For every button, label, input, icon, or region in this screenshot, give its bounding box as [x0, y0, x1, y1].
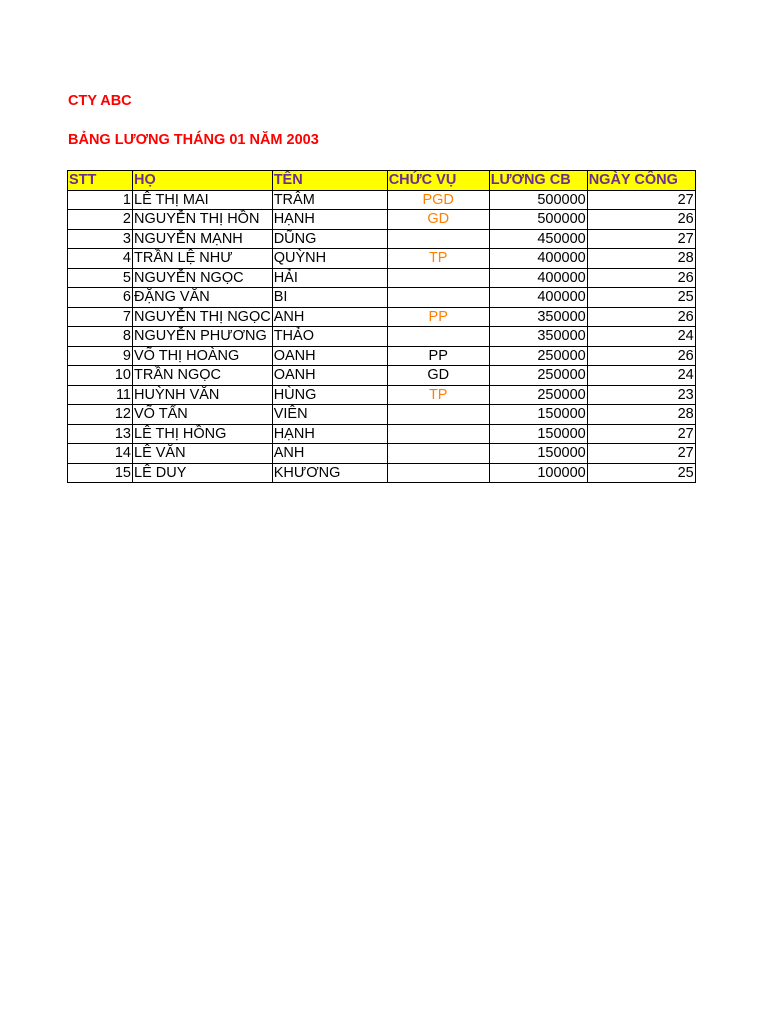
cell-ten[interactable]: BI	[272, 288, 387, 308]
cell-stt[interactable]: 3	[68, 229, 133, 249]
table-row	[68, 346, 696, 366]
cell-ten[interactable]: THẢO	[272, 327, 387, 347]
cell-ngay-cong[interactable]: 26	[587, 346, 695, 366]
cell-ngay-cong[interactable]: 28	[587, 405, 695, 425]
cell-ten[interactable]: ANH	[272, 444, 387, 464]
cell-stt[interactable]: 5	[68, 268, 133, 288]
cell-chuc-vu[interactable]	[387, 463, 489, 483]
cell-ten[interactable]: VIÊN	[272, 405, 387, 425]
cell-luong-cb[interactable]: 500000	[489, 210, 587, 230]
cell-ho[interactable]: ĐẶNG VĂN	[133, 288, 273, 308]
payroll-table	[67, 170, 696, 483]
cell-ngay-cong[interactable]: 25	[587, 463, 695, 483]
column-header-stt[interactable]: STT	[68, 171, 133, 191]
cell-stt[interactable]: 9	[68, 346, 133, 366]
cell-ten[interactable]: TRÂM	[272, 190, 387, 210]
column-header-ngay-cong[interactable]: NGÀY CÔNG	[587, 171, 695, 191]
cell-chuc-vu[interactable]: PP	[387, 307, 489, 327]
company-name: CTY ABC	[68, 93, 132, 109]
table-row	[68, 366, 696, 386]
table-row	[68, 405, 696, 425]
cell-ho[interactable]: LÊ VĂN	[133, 444, 273, 464]
table-row	[68, 385, 696, 405]
table-row	[68, 210, 696, 230]
cell-ngay-cong[interactable]: 28	[587, 249, 695, 269]
cell-chuc-vu[interactable]	[387, 288, 489, 308]
cell-ho[interactable]: TRẦN NGỌC	[133, 366, 273, 386]
cell-chuc-vu[interactable]	[387, 444, 489, 464]
cell-ngay-cong[interactable]: 24	[587, 327, 695, 347]
cell-stt[interactable]: 1	[68, 190, 133, 210]
cell-luong-cb[interactable]: 400000	[489, 288, 587, 308]
cell-ho[interactable]: NGUYỄN THỊ NGỌC	[134, 308, 271, 325]
cell-ten[interactable]: HẠNH	[272, 424, 387, 444]
cell-ten[interactable]: HẠNH	[272, 210, 387, 230]
cell-ten[interactable]: HÙNG	[272, 385, 387, 405]
cell-ngay-cong[interactable]: 23	[587, 385, 695, 405]
table-row	[68, 249, 696, 269]
cell-ten[interactable]: DŨNG	[272, 229, 387, 249]
cell-chuc-vu[interactable]	[387, 327, 489, 347]
cell-ten[interactable]: OANH	[272, 346, 387, 366]
cell-luong-cb[interactable]: 350000	[489, 327, 587, 347]
table-header-row	[68, 171, 696, 191]
cell-luong-cb[interactable]: 250000	[489, 346, 587, 366]
cell-ten[interactable]: HẢI	[272, 268, 387, 288]
cell-ten[interactable]: OANH	[272, 366, 387, 386]
cell-chuc-vu[interactable]	[387, 229, 489, 249]
cell-chuc-vu[interactable]: TP	[387, 385, 489, 405]
cell-ten[interactable]: QUỲNH	[272, 249, 387, 269]
cell-luong-cb[interactable]: 350000	[489, 307, 587, 327]
column-header-ho[interactable]: HỌ	[133, 171, 273, 191]
table-row	[68, 229, 696, 249]
cell-luong-cb[interactable]: 150000	[489, 405, 587, 425]
cell-ho[interactable]: HUỲNH VĂN	[133, 385, 273, 405]
cell-ngay-cong[interactable]: 27	[587, 444, 695, 464]
cell-stt[interactable]: 6	[68, 288, 133, 308]
cell-ngay-cong[interactable]: 27	[587, 190, 695, 210]
cell-chuc-vu[interactable]: PGD	[387, 190, 489, 210]
cell-chuc-vu[interactable]	[387, 268, 489, 288]
cell-luong-cb[interactable]: 500000	[489, 190, 587, 210]
cell-stt[interactable]: 7	[68, 307, 133, 327]
cell-ho[interactable]: NGUYỄN THỊ HỒN	[133, 210, 273, 230]
column-header-ten[interactable]: TÊN	[272, 171, 387, 191]
table-row	[68, 190, 696, 210]
cell-luong-cb[interactable]: 400000	[489, 268, 587, 288]
cell-ngay-cong[interactable]: 26	[587, 307, 695, 327]
cell-ten[interactable]: ANH	[272, 307, 387, 327]
cell-chuc-vu[interactable]	[387, 424, 489, 444]
table-row	[68, 268, 696, 288]
table-row	[68, 327, 696, 347]
table-body	[68, 190, 696, 483]
cell-stt[interactable]: 4	[68, 249, 133, 269]
table-row	[68, 463, 696, 483]
cell-stt[interactable]: 10	[68, 366, 133, 386]
cell-ho[interactable]: NGUYỄN PHƯƠNG	[133, 327, 273, 347]
cell-ho[interactable]: TRẦN LỆ NHƯ	[133, 249, 273, 269]
cell-luong-cb[interactable]: 250000	[489, 385, 587, 405]
cell-stt[interactable]: 8	[68, 327, 133, 347]
cell-luong-cb[interactable]: 400000	[489, 249, 587, 269]
cell-luong-cb[interactable]: 150000	[489, 424, 587, 444]
cell-ho[interactable]: LÊ DUY	[133, 463, 273, 483]
cell-chuc-vu[interactable]: TP	[387, 249, 489, 269]
table-row	[68, 424, 696, 444]
cell-ho[interactable]: VÕ TẤN	[133, 405, 273, 425]
table-row	[68, 288, 696, 308]
cell-ngay-cong[interactable]: 24	[587, 366, 695, 386]
cell-luong-cb[interactable]: 250000	[489, 366, 587, 386]
cell-ngay-cong[interactable]: 27	[587, 424, 695, 444]
table-row	[68, 307, 696, 327]
cell-chuc-vu[interactable]	[387, 405, 489, 425]
cell-ngay-cong[interactable]: 25	[587, 288, 695, 308]
cell-ho[interactable]: NGUYỄN NGỌC	[133, 268, 273, 288]
column-header-luong-cb[interactable]: LƯƠNG CB	[489, 171, 587, 191]
cell-ngay-cong[interactable]: 26	[587, 268, 695, 288]
cell-chuc-vu[interactable]: PP	[387, 346, 489, 366]
cell-stt[interactable]: 15	[68, 463, 133, 483]
cell-ho[interactable]: VÕ THỊ HOÀNG	[133, 346, 273, 366]
column-header-chuc-vu[interactable]: CHỨC VỤ	[387, 171, 489, 191]
cell-stt[interactable]: 14	[68, 444, 133, 464]
cell-ho[interactable]: NGUYỄN MẠNH	[133, 229, 273, 249]
cell-ho[interactable]: LÊ THỊ HỒNG	[133, 424, 273, 444]
cell-ngay-cong[interactable]: 27	[587, 229, 695, 249]
cell-luong-cb[interactable]: 450000	[489, 229, 587, 249]
cell-luong-cb[interactable]: 100000	[489, 463, 587, 483]
cell-ho[interactable]: LÊ THỊ MAI	[133, 190, 273, 210]
cell-ngay-cong[interactable]: 26	[587, 210, 695, 230]
cell-stt[interactable]: 2	[68, 210, 133, 230]
cell-stt[interactable]: 13	[68, 424, 133, 444]
cell-chuc-vu[interactable]: GD	[387, 210, 489, 230]
table-row	[68, 444, 696, 464]
cell-ten[interactable]: KHƯƠNG	[272, 463, 387, 483]
cell-chuc-vu[interactable]: GD	[387, 366, 489, 386]
cell-luong-cb[interactable]: 150000	[489, 444, 587, 464]
sheet-title: BẢNG LƯƠNG THÁNG 01 NĂM 2003	[68, 132, 319, 148]
cell-stt[interactable]: 11	[68, 385, 133, 405]
cell-stt[interactable]: 12	[68, 405, 133, 425]
